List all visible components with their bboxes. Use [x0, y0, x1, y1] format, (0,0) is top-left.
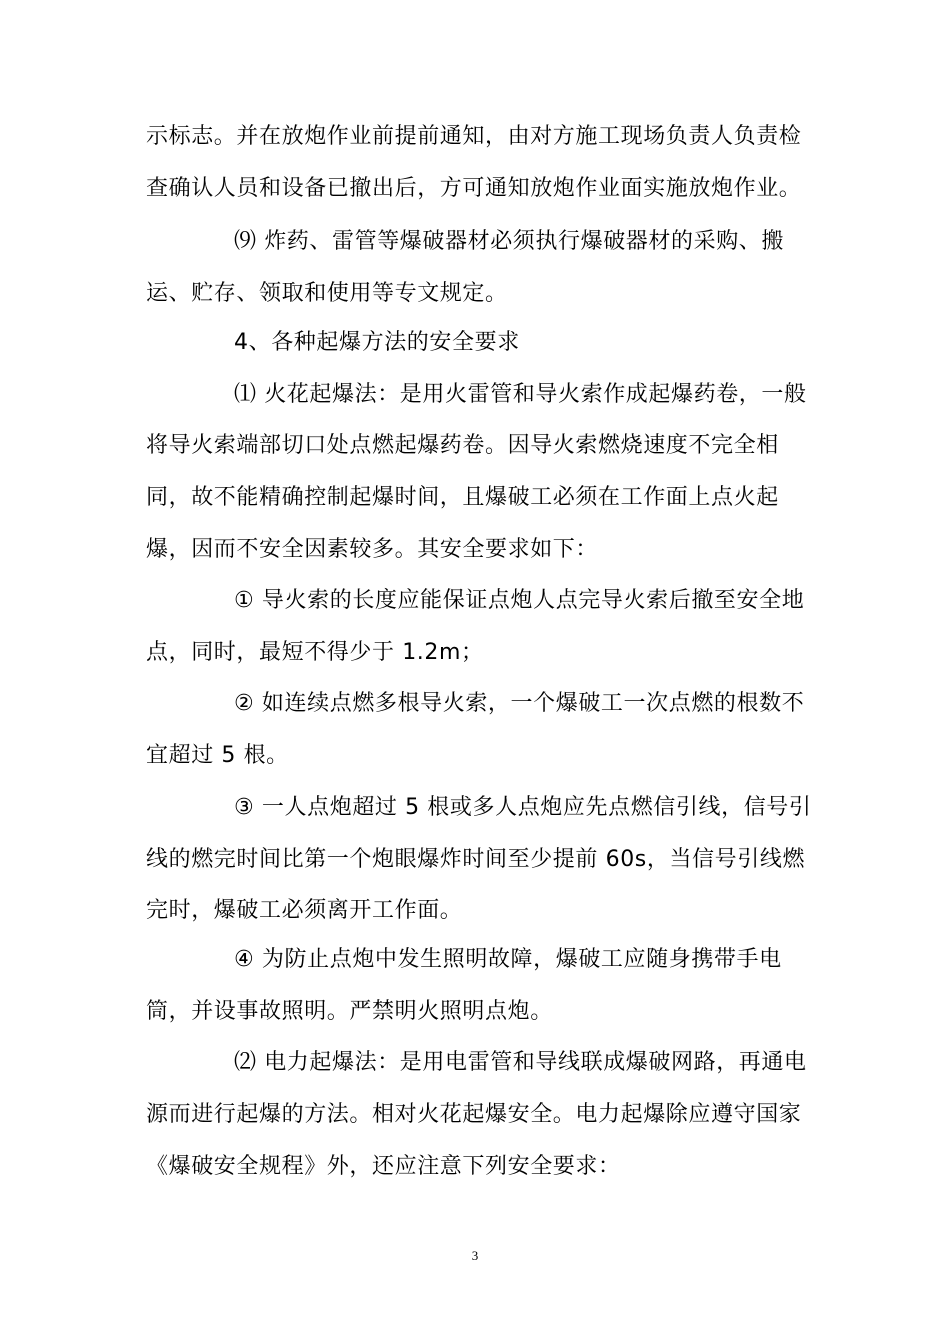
- text-line-19: ⑵ 电力起爆法：是用电雷管和导线联成爆破网路，再通电: [234, 1050, 807, 1075]
- section-heading: 4、各种起爆方法的安全要求: [234, 330, 520, 355]
- text-line-13: 宜超过 5 根。: [146, 743, 289, 768]
- page-number: 3: [471, 1248, 479, 1263]
- text-line-1: 示标志。并在放炮作业前提前通知，由对方施工现场负责人负责检: [146, 124, 802, 149]
- text-line-12: ② 如连续点燃多根导火索，一个爆破工一次点燃的根数不: [234, 691, 805, 716]
- text-line-10: ① 导火索的长度应能保证点炮人点完导火索后撤至安全地: [234, 588, 805, 613]
- text-line-6: ⑴ 火花起爆法：是用火雷管和导火索作成起爆药卷，一般: [234, 382, 807, 407]
- text-line-21: 《爆破安全规程》外，还应注意下列安全要求：: [146, 1154, 621, 1179]
- text-line-2: 查确认人员和设备已撤出后，方可通知放炮作业面实施放炮作业。: [146, 176, 802, 201]
- text-line-14: ③ 一人点炮超过 5 根或多人点炮应先点燃信引线，信号引: [234, 795, 812, 820]
- text-line-3: ⑼ 炸药、雷管等爆破器材必须执行爆破器材的采购、搬: [234, 229, 784, 254]
- text-line-4: 运、贮存、领取和使用等专文规定。: [146, 281, 508, 306]
- text-line-16: 完时，爆破工必须离开工作面。: [146, 898, 463, 923]
- text-line-7: 将导火索端部切口处点燃起爆药卷。因导火索燃烧速度不完全相: [146, 433, 779, 458]
- text-line-15: 线的燃完时间比第一个炮眼爆炸时间至少提前 60s，当信号引线燃: [146, 847, 806, 872]
- text-line-11: 点，同时，最短不得少于 1.2m；: [146, 640, 484, 665]
- text-line-17: ④ 为防止点炮中发生照明故障，爆破工应随身携带手电: [234, 947, 782, 972]
- text-line-8: 同，故不能精确控制起爆时间，且爆破工必须在工作面上点火起: [146, 485, 779, 510]
- text-line-18: 筒，并设事故照明。严禁明火照明点炮。: [146, 999, 553, 1024]
- text-line-9: 爆，因而不安全因素较多。其安全要求如下：: [146, 537, 599, 562]
- text-line-20: 源而进行起爆的方法。相对火花起爆安全。电力起爆除应遵守国家: [146, 1102, 802, 1127]
